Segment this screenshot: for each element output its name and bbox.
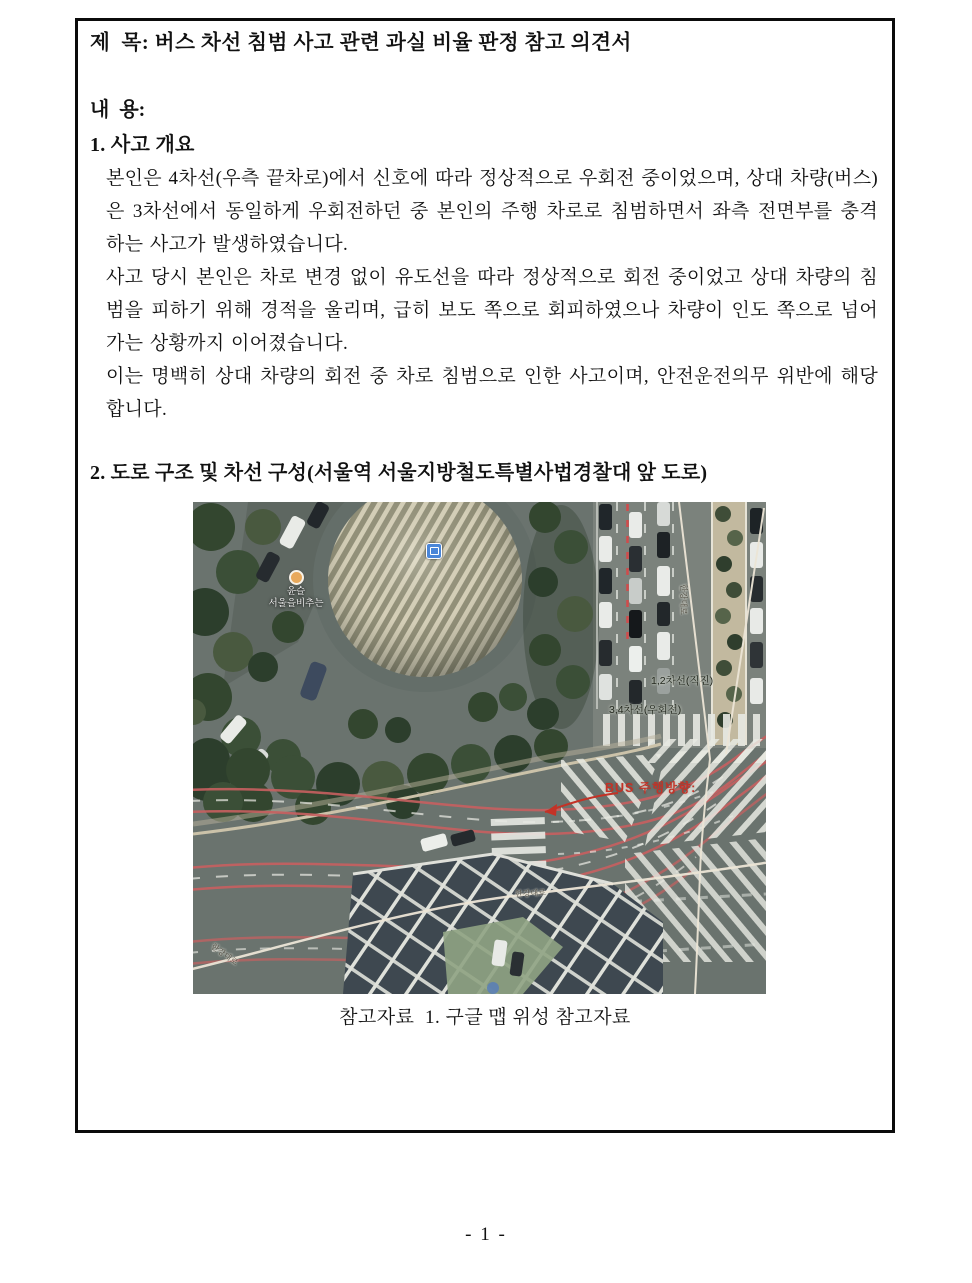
satellite-map-image [193, 502, 766, 994]
lane-label-right-turn: 3,4차선(우회전) [609, 704, 682, 716]
bus-direction-annotation: BUS 주행방향: [605, 781, 697, 795]
section-1-paragraph-3: 이는 명백히 상대 차량의 회전 중 차로 침범으로 인한 사고이며, 안전운전의무 위반에 해당합니다. [106, 366, 878, 420]
poi-label-line2: 서울을비추는 [268, 598, 324, 609]
section-1-paragraph-2: 사고 당시 본인은 차로 변경 없이 유도선을 따라 정상적으로 회전 중이었고 상대 차량의 침범을 피하기 위해 경적을 울리며, 급히 보도 쪽으로 회피하였으나 차량이 인도 쪽으로 넘어가는 상황까지 이어졌습니다. [106, 267, 878, 354]
road-name-label-3: 한강대로 [679, 584, 688, 615]
poi-label [265, 586, 327, 610]
document-border-box [75, 18, 895, 1133]
figure-caption: 참고자료 1. 구글 맵 위성 참고자료 [339, 1007, 631, 1028]
poi-label-line1: 윤슬 [286, 586, 306, 597]
lane-label-straight: 1,2차선(직진) [651, 675, 714, 687]
section-1-paragraph-1: 본인은 4차선(우측 끝차로)에서 신호에 따라 정상적으로 우회전 중이었으며, 상대 차량(버스)은 3차선에서 동일하게 우회전하던 중 본인의 주행 차로로 침범하면서 좌측 전면부를 충격하는 사고가 발생하였습니다. [106, 168, 878, 255]
poi-marker-icon [289, 570, 304, 585]
bus-stop-icon [426, 543, 442, 559]
road-name-label-2: 한강대로 [209, 941, 240, 968]
content-label: 내 용: [90, 99, 146, 121]
section-2-heading: 2. 도로 구조 및 차선 구성(서울역 서울지방철도특별사법경찰대 앞 도로) [90, 462, 708, 484]
doc-title: 제 목: 버스 차선 침범 사고 관련 과실 비율 판정 참고 의견서 [90, 32, 632, 54]
satellite-svg [193, 502, 766, 994]
road-name-label-1: 한강대로 [514, 888, 547, 899]
section-1-heading: 1. 사고 개요 [90, 134, 195, 156]
page-number: - 1 - [465, 1224, 507, 1245]
